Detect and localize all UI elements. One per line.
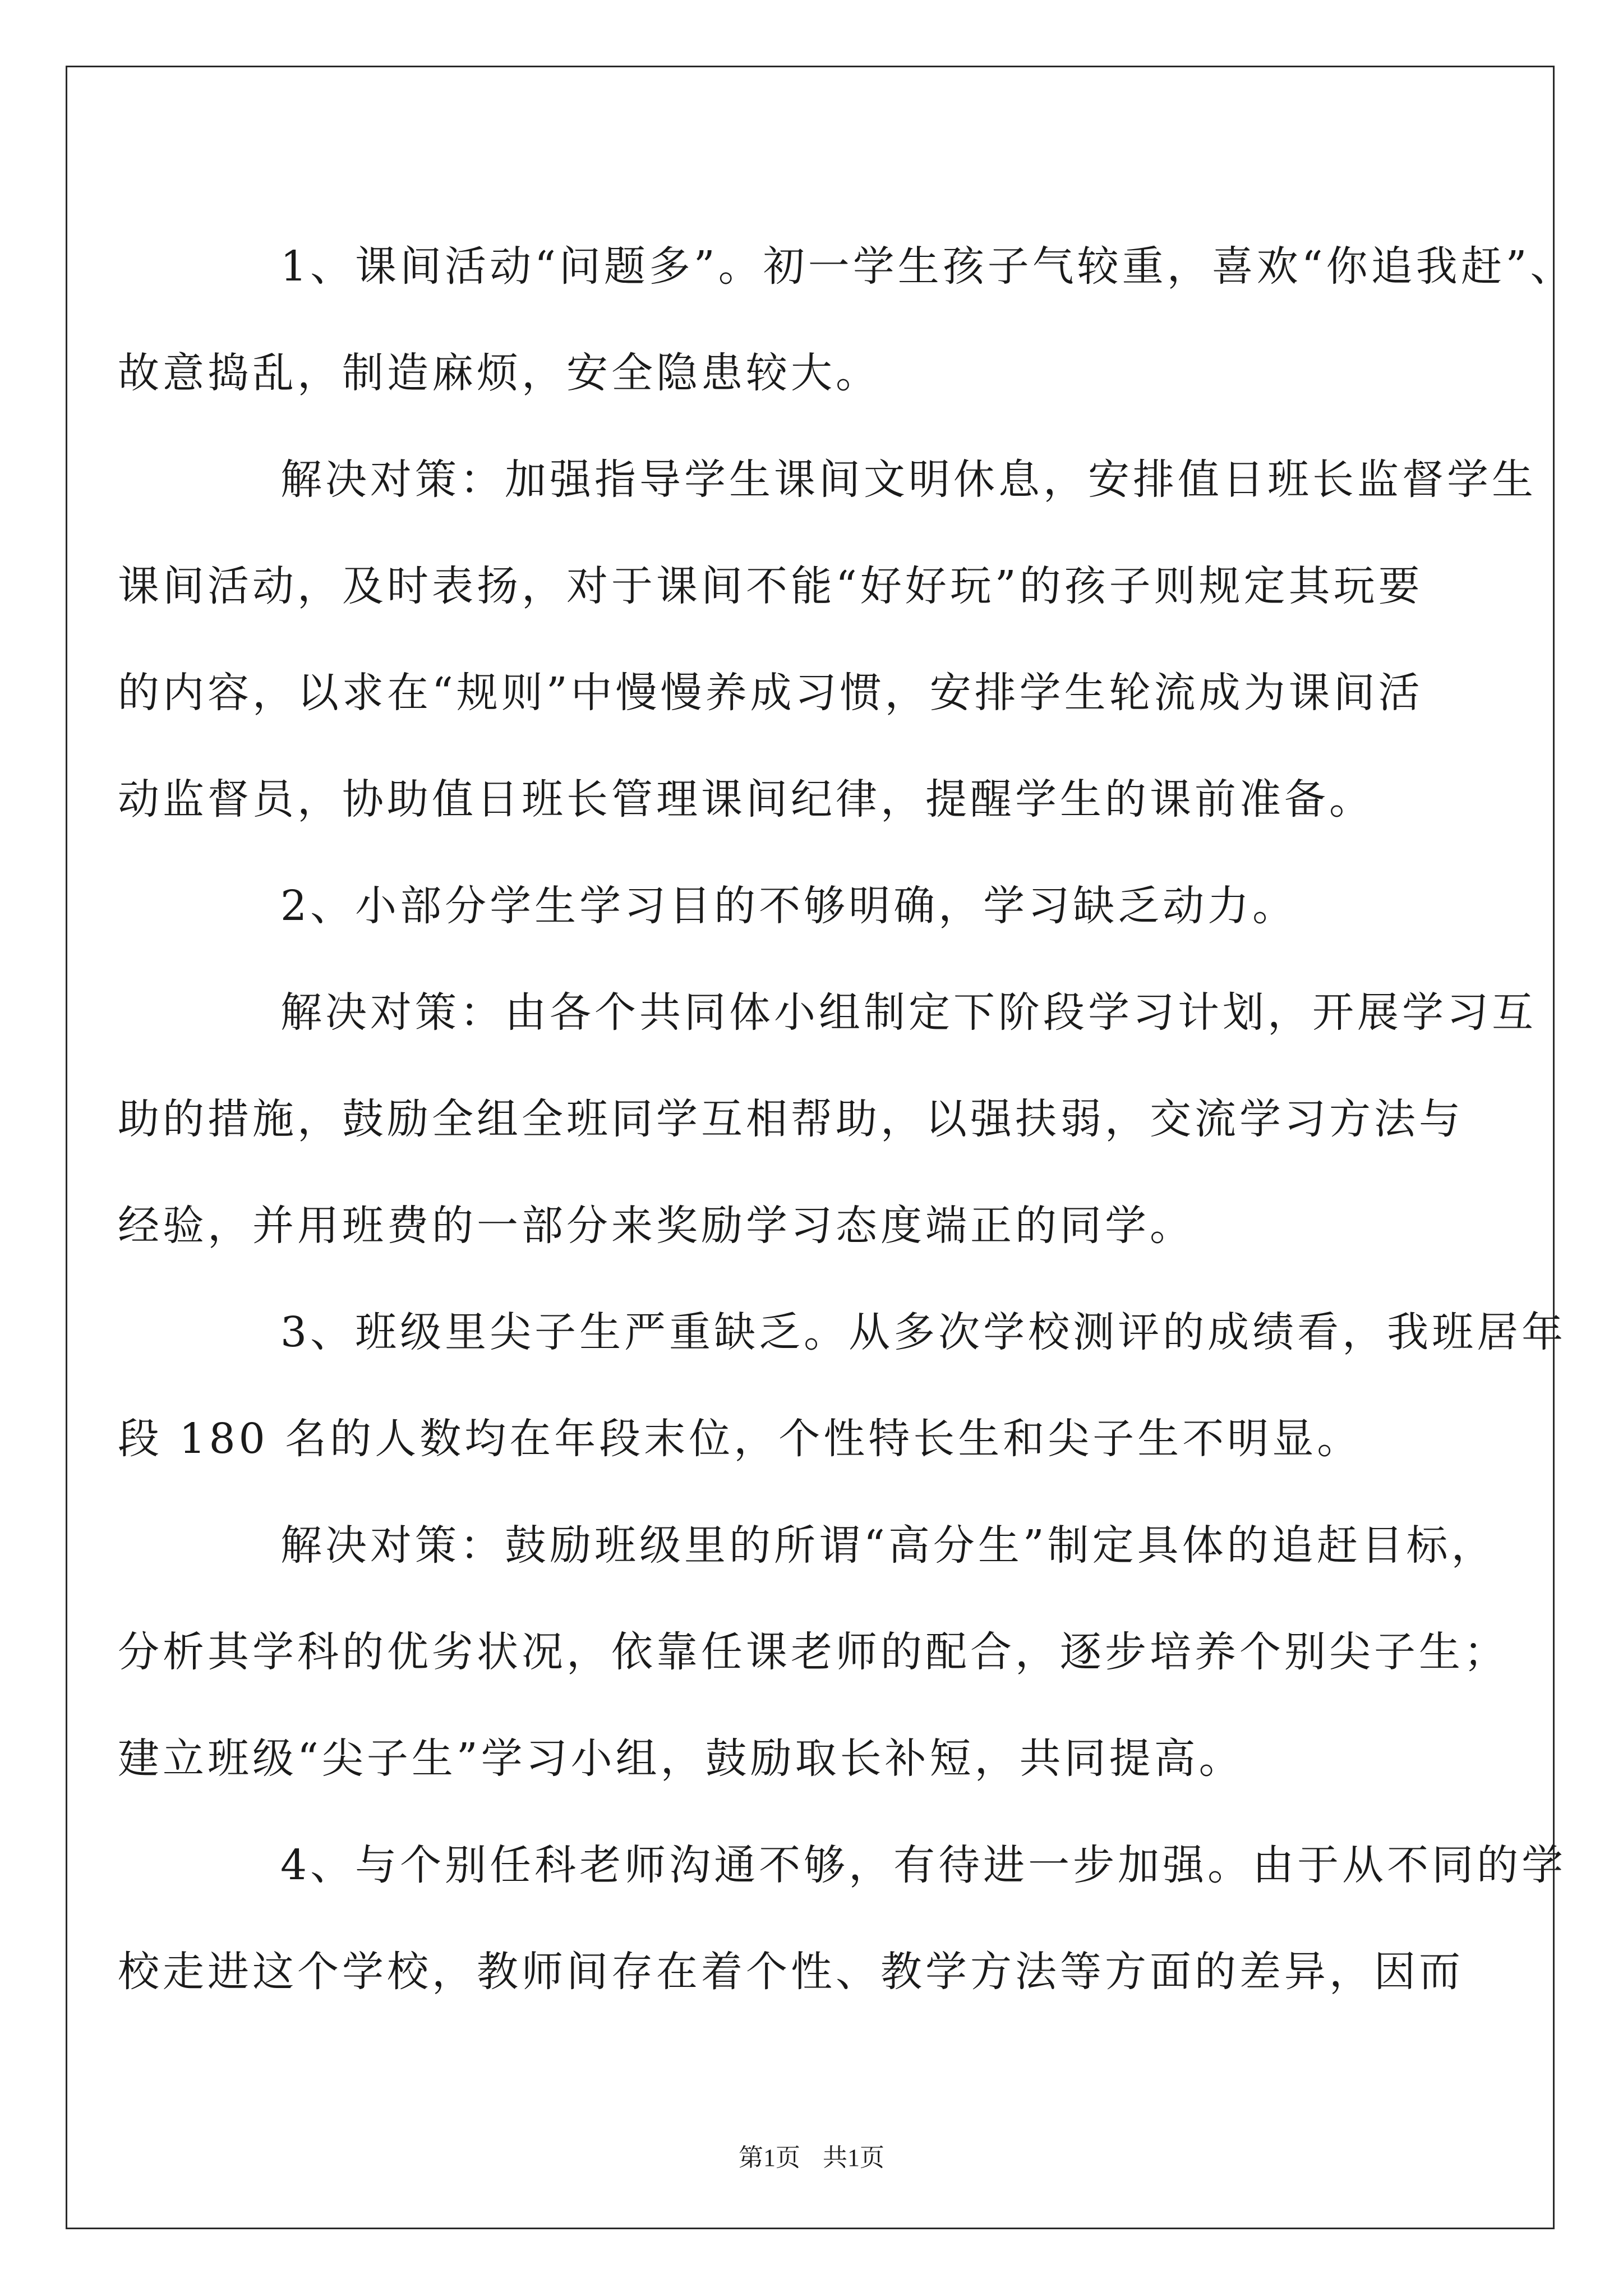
text-line: 经验，并用班费的一部分来奖励学习态度端正的同学。: [118, 1202, 1195, 1250]
text-line: 3、班级里尖子生严重缺乏。从多次学校测评的成绩看，我班居年: [280, 1308, 1567, 1356]
paragraph-3: [199, 853, 1427, 959]
page-total: 共1页: [823, 2144, 884, 2171]
text-line: 建立班级“尖子生”学习小组，鼓励取长补短，共同提高。: [118, 1734, 1244, 1783]
page-number: 第1页: [739, 2144, 800, 2171]
text-line: 助的措施，鼓励全组全班同学互相帮助，以强扶弱，交流学习方法与: [118, 1095, 1464, 1143]
paragraph-1: [118, 213, 1575, 426]
text-line: 课间活动，及时表扬，对于课间不能“好好玩”的孩子则规定其玩要: [118, 562, 1423, 610]
text-line: 校走进这个学校，教师间存在着个性、教学方法等方面的差异，因而: [118, 1948, 1464, 1996]
paragraph-2: [118, 426, 1537, 853]
paragraph-7: [118, 1812, 1567, 2025]
text-line: 解决对策：由各个共同体小组制定下阶段学习计划，开展学习互: [280, 988, 1537, 1037]
paragraph-4: [118, 959, 1537, 1279]
text-line: 1、课间活动“问题多”。初一学生孩子气较重，喜欢“你追我赶”、: [280, 242, 1575, 291]
paragraph-5: [118, 1279, 1567, 1492]
text-line: 2、小部分学生学习目的不够明确，学习缺乏动力。: [280, 882, 1298, 930]
text-line: 段 180 名的人数均在年段末位，个性特长生和尖子生不明显。: [118, 1415, 1362, 1463]
text-line: 解决对策：鼓励班级里的所谓“高分生”制定具体的追赶目标，: [280, 1521, 1496, 1570]
paragraph-6: [118, 1492, 1509, 1812]
text-line: 故意捣乱，制造麻烦，安全隐患较大。: [118, 349, 880, 397]
text-line: 4、与个别任科老师沟通不够，有待进一步加强。由于从不同的学: [280, 1841, 1567, 1889]
text-line: 分析其学科的优劣状况，依靠任课老师的配合，逐步培养个别尖子生；: [118, 1628, 1509, 1676]
text-line: 动监督员，协助值日班长管理课间纪律，提醒学生的课前准备。: [118, 775, 1374, 823]
text-line: 解决对策：加强指导学生课间文明休息，安排值日班长监督学生: [280, 455, 1537, 504]
text-line: 的内容，以求在“规则”中慢慢养成习惯，安排学生轮流成为课间活: [118, 669, 1423, 717]
page-footer: [0, 2137, 1623, 2173]
document-body: [118, 213, 1575, 2025]
